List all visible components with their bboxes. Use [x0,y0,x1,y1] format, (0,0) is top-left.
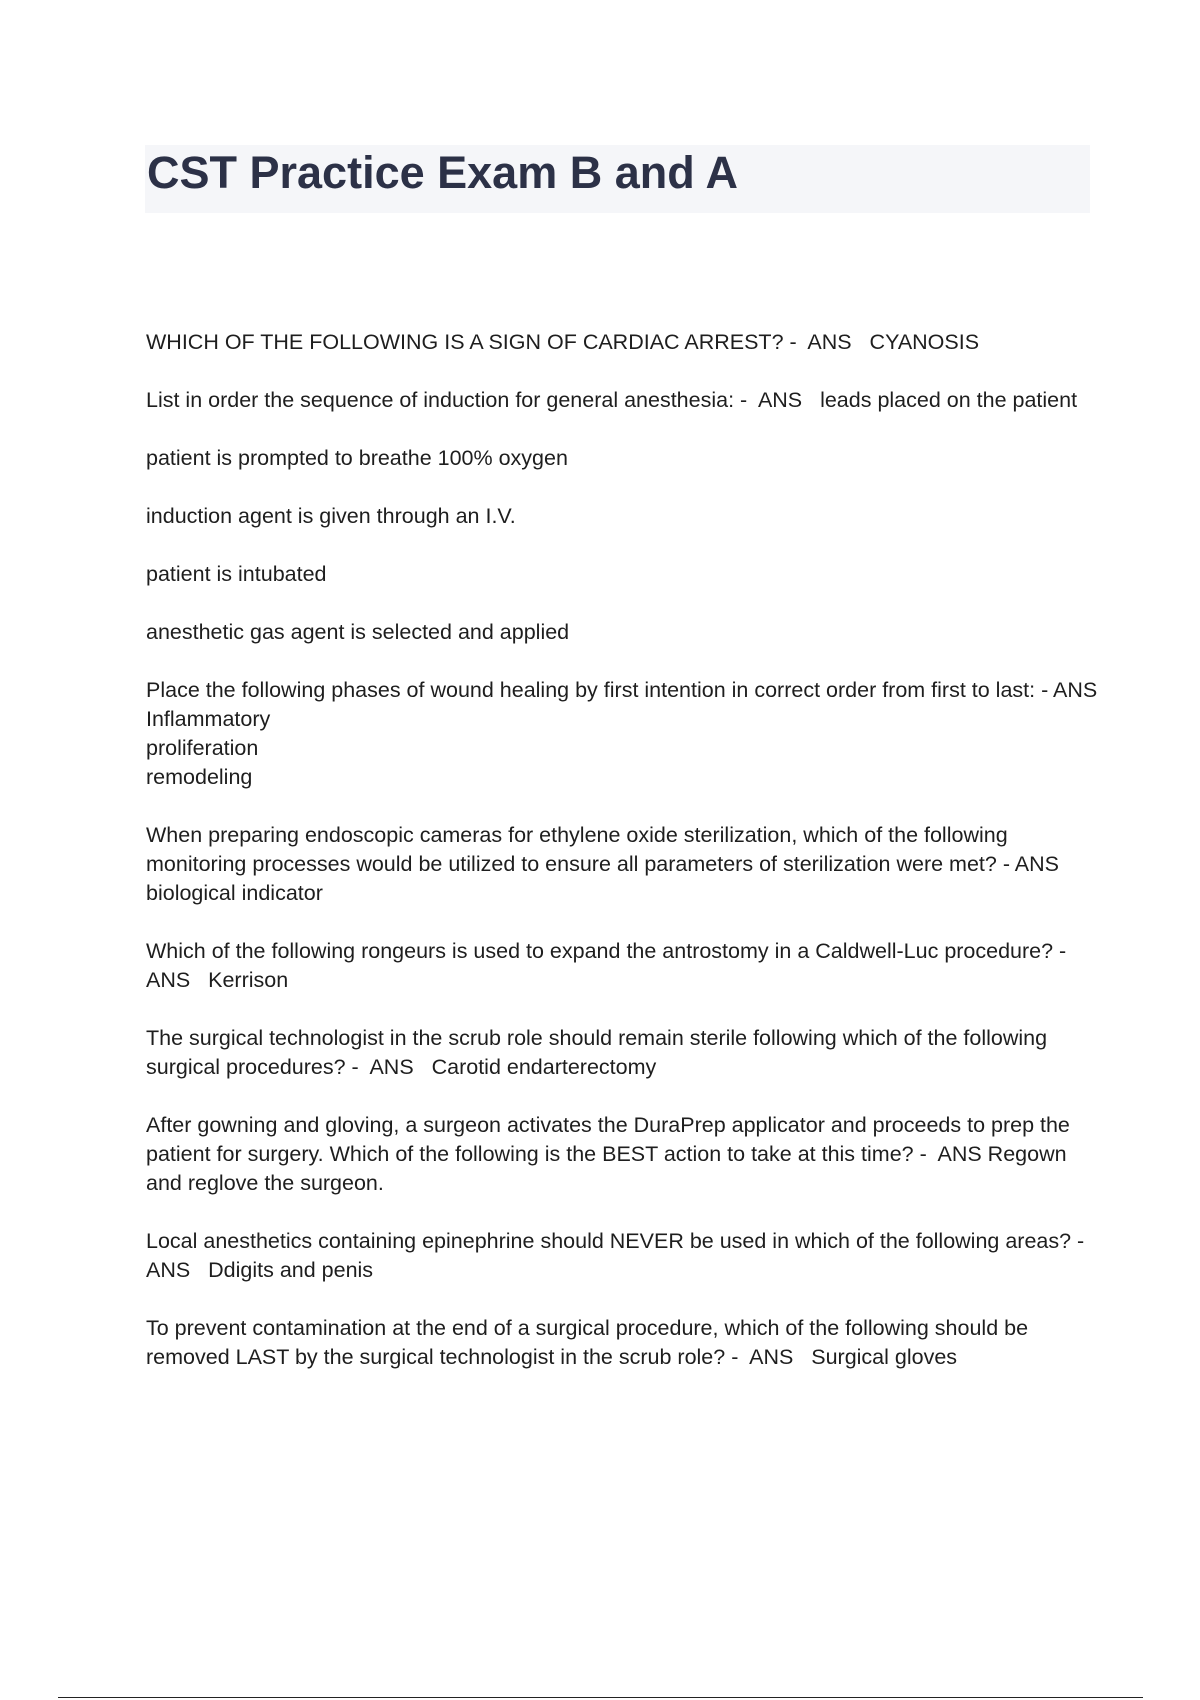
qa-paragraph: Place the following phases of wound healing by first intention in correct order from first to last: - ANS Inflammatory proliferation remodeling [146,678,1098,789]
qa-paragraph: List in order the sequence of induction for general anesthesia: - ANS leads placed on the patient [146,388,1078,412]
qa-paragraph: patient is prompted to breathe 100% oxygen [146,446,568,470]
qa-paragraph: When preparing endoscopic cameras for ethylene oxide sterilization, which of the following monitoring processes would be utilized to ensure all parameters of sterilization were met? - ANS biological indicator [146,823,1077,905]
footer-divider [58,1697,1143,1698]
qa-paragraph: After gowning and gloving, a surgeon activates the DuraPrep applicator and proceeds to prep the patient for surgery. Which of the following is the BEST action to take at this time? - ANS Regown and reglove the surgeon. [146,1113,1076,1195]
qa-paragraph: Local anesthetics containing epinephrine should NEVER be used in which of the following areas? - ANS Ddigits and penis [146,1229,1095,1282]
qa-paragraph: anesthetic gas agent is selected and applied [146,620,570,644]
document-body [146,328,1101,1372]
qa-paragraph: patient is intubated [146,562,327,586]
qa-paragraph: WHICH OF THE FOLLOWING IS A SIGN OF CARDIAC ARREST? - ANS CYANOSIS [146,330,980,354]
document-title: CST Practice Exam B and A [147,147,739,198]
qa-paragraph: Which of the following rongeurs is used to expand the antrostomy in a Caldwell-Luc procedure? - ANS Kerrison [146,939,1077,992]
qa-paragraph: induction agent is given through an I.V. [146,504,516,528]
qa-paragraph: The surgical technologist in the scrub role should remain sterile following which of the following surgical procedures? - ANS Carotid endarterectomy [146,1026,1054,1079]
qa-paragraph: To prevent contamination at the end of a surgical procedure, which of the following should be removed LAST by the surgical technologist in the scrub role? - ANS Surgical gloves [146,1316,1035,1369]
